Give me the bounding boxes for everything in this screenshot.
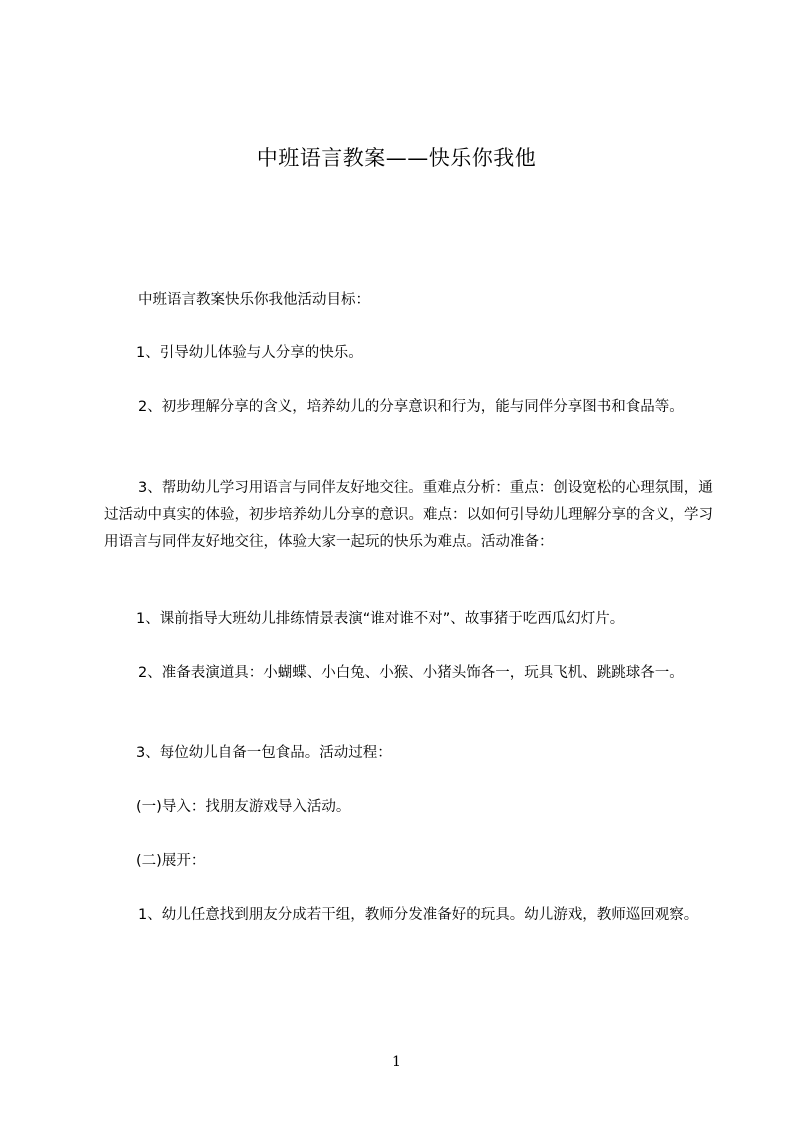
paragraph-intro: (一)导入：找朋友游戏导入活动。 — [136, 799, 351, 815]
paragraph-objective-2: 2、初步理解分享的含义，培养幼儿的分享意识和行为，能与同伴分享图书和食品等。 — [138, 399, 684, 415]
paragraph-prep-1: 1、课前指导大班幼儿排练情景表演“谁对谁不对”、故事猪于吃西瓜幻灯片。 — [136, 611, 625, 627]
page-number: 1 — [392, 1054, 401, 1070]
paragraph-unfold: (二)展开： — [136, 853, 206, 869]
paragraph-objective-3: 3、帮助幼儿学习用语言与同伴友好地交往。重难点分析：重点：创设宽松的心理氛围，通过活动中真实的体验，初步培养幼儿分享的意识。难点：以如何引导幼儿理解分享的含义，学习用语言与同伴友好地交往，体验大家一起玩的快乐为难点。活动准备： — [104, 480, 713, 550]
paragraph-activity-1: 1、幼儿任意找到朋友分成若干组，教师分发准备好的玩具。幼儿游戏，教师巡回观察。 — [138, 907, 699, 923]
paragraph-objectives-heading: 中班语言教案快乐你我他活动目标： — [138, 292, 370, 308]
paragraph-prep-3: 3、每位幼儿自备一包食品。活动过程： — [136, 745, 392, 761]
paragraph-prep-2: 2、准备表演道具：小蝴蝶、小白兔、小猴、小猪头饰各一，玩具飞机、跳跳球各一。 — [138, 665, 684, 681]
document-title: 中班语言教案——快乐你我他 — [256, 146, 537, 170]
paragraph-objective-1: 1、引导幼儿体验与人分享的快乐。 — [136, 345, 363, 361]
